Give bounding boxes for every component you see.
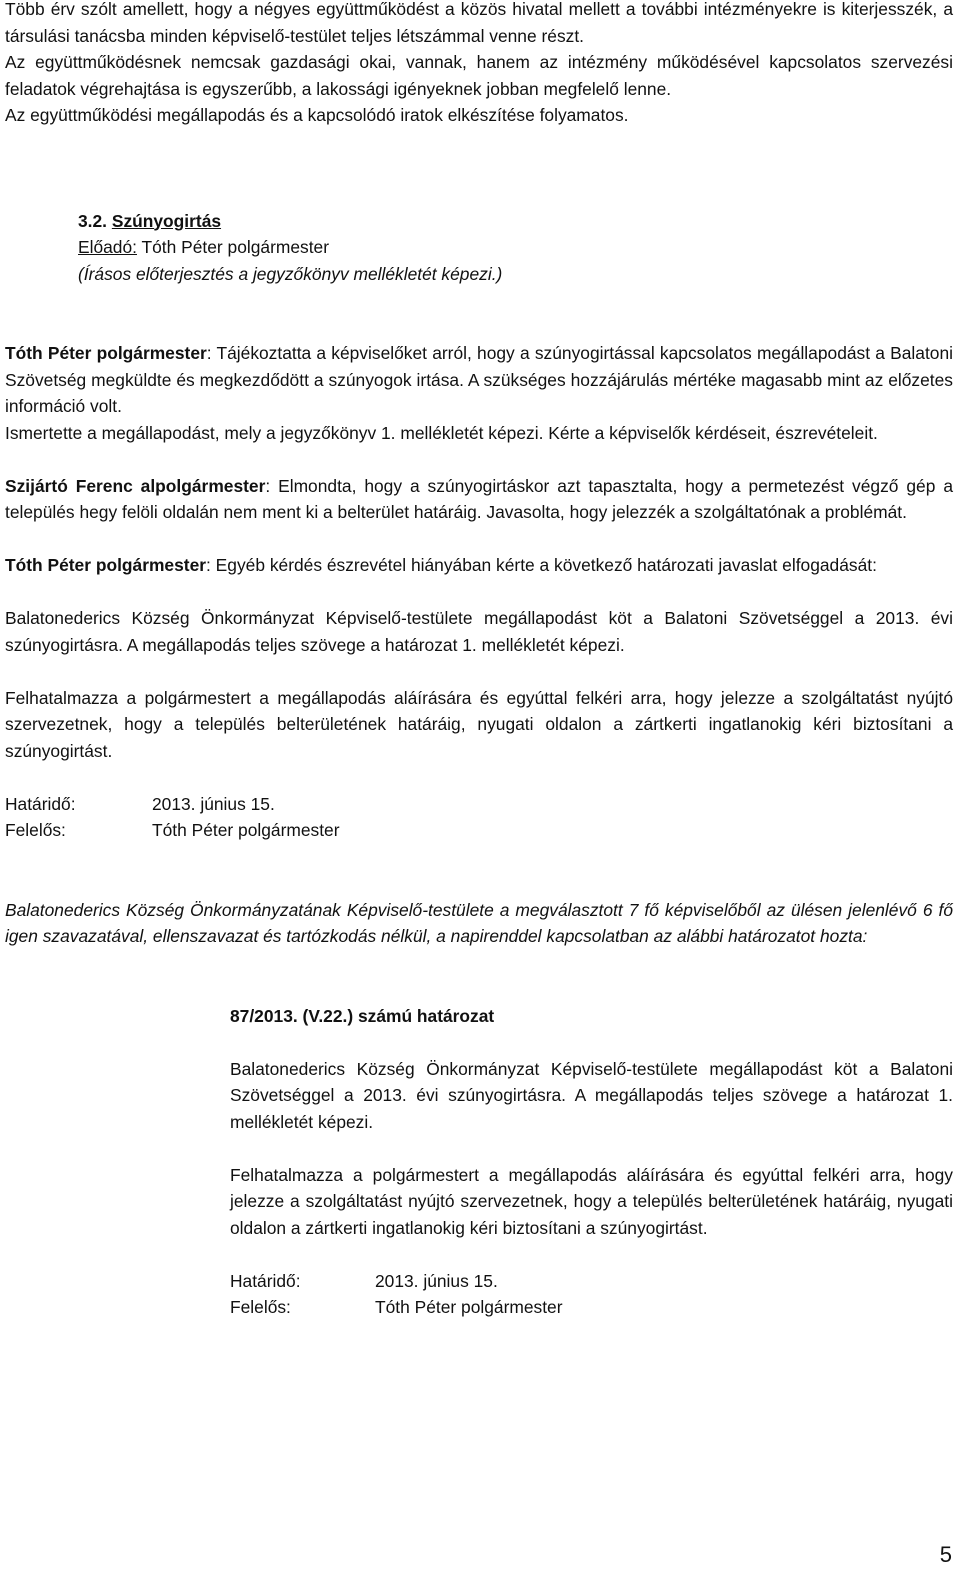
proposal-paragraph-2: Felhatalmazza a polgármestert a megállapodás aláírására és egyúttal felkéri arra, hogy jelezze a szolgáltatást nyújtó szervezetnek, hogy a település belterületének határáig, nyugati oldalon a zártkerti ingatlanokig kéri biztosítani a szúnyogirtást. bbox=[5, 687, 953, 761]
resolution-responsible bbox=[230, 1294, 953, 1321]
section-title bbox=[78, 208, 953, 235]
speech-text: : Tájékoztatta a képviselőket arról, hogy a szúnyogirtással kapcsolatos megállapodást a Balatoni Szövetség megküldte és megkezdődött a szúnyogok irtása. A szükséges hozzájárulás mértéke magasabb mint az előzetes információ volt. bbox=[5, 343, 953, 416]
deadline-value: 2013. június 15. bbox=[152, 793, 275, 814]
speech-1 bbox=[5, 340, 953, 420]
presenter-label: Előadó: bbox=[78, 237, 137, 257]
speaker-name: Tóth Péter polgármester bbox=[5, 555, 207, 575]
deadline-label: Határidő: bbox=[5, 793, 76, 814]
intro-paragraph-1: Több érv szólt amellett, hogy a négyes együttműködést a közös hivatal mellett a további intézményekre is kiterjesszék, a társulási tanácsba minden képviselő-testület teljes létszámmal venne részt. bbox=[5, 0, 953, 46]
proposal-paragraph-1: Balatonederics Község Önkormányzat Képviselő-testülete megállapodást köt a Balatoni Szövetséggel a 2013. évi szúnyogirtásra. A megállapodás teljes szövege a határozat 1. mellékletét képezi. bbox=[5, 608, 953, 655]
section-header bbox=[78, 208, 953, 288]
document-page bbox=[5, 0, 953, 1321]
intro-paragraph-3: Az együttműködési megállapodás és a kapcsolódó iratok elkészítése folyamatos. bbox=[5, 105, 629, 125]
resolution-paragraph-2: Felhatalmazza a polgármestert a megállapodás aláírására és egyúttal felkéri arra, hogy jelezze a szolgáltatást nyújtó szervezetnek, hogy a település belterületének határáig, nyugati oldalon a zártkerti ingatlanokig kéri biztosítani a szúnyogirtást. bbox=[230, 1164, 953, 1238]
responsible-value: Tóth Péter polgármester bbox=[375, 1297, 563, 1317]
resolution-block bbox=[230, 1003, 953, 1321]
section-title-text: Szúnyogirtás bbox=[111, 210, 222, 231]
deadline-label: Határidő: bbox=[230, 1270, 301, 1291]
speech-text: : Elmondta, hogy a szúnyogirtáskor azt tapasztalta, hogy a permetezést végző gép a település hegy felöli oldalán nem ment ki a belterület határáig. Javasolta, hogy jelezzék a szolgáltatónak a problémát. bbox=[5, 475, 953, 522]
vote-statement: Balatonederics Község Önkormányzatának Képviselő-testülete a megválasztott 7 fő képviselőből az ülésen jelenlévő 6 fő igen szavazatával, ellenszavazat és tartózkodás nélkül, a napirenddel kapcsolatban az alábbi határozatot hozta: bbox=[5, 899, 953, 946]
section-presenter bbox=[78, 234, 953, 261]
resolution-paragraph-1: Balatonederics Község Önkormányzat Képviselő-testülete megállapodást köt a Balatoni Szövetséggel a 2013. évi szúnyogirtásra. A megállapodás teljes szövege a határozat 1. mellékletét képezi. bbox=[230, 1058, 953, 1132]
intro-paragraph-2: Az együttműködésnek nemcsak gazdasági okai, vannak, hanem az intézmény működésével kapcsolatos szervezési feladatok végrehajtása is egyszerűbb, a lakossági igényeknek jobban megfelelő lenne. bbox=[5, 52, 953, 99]
speech-text: : Egyéb kérdés észrevétel hiányában kérte a következő határozati javaslat elfogadását: bbox=[206, 555, 877, 575]
presenter-name: Tóth Péter polgármester bbox=[136, 237, 330, 257]
resolution-title: 87/2013. (V.22.) számú határozat bbox=[230, 1005, 495, 1026]
section-number: 3.2. bbox=[78, 210, 112, 231]
resolution-deadline bbox=[230, 1268, 953, 1295]
responsible-value: Tóth Péter polgármester bbox=[152, 820, 340, 840]
responsible-label: Felelős: bbox=[5, 820, 66, 840]
responsible-label: Felelős: bbox=[230, 1297, 291, 1317]
proposal-responsible bbox=[5, 817, 953, 844]
speech-3 bbox=[5, 552, 953, 579]
speaker-name: Szijártó Ferenc alpolgármester bbox=[5, 475, 266, 496]
speech-2 bbox=[5, 473, 953, 526]
speech-1-continued: Ismertette a megállapodást, mely a jegyzőkönyv 1. mellékletét képezi. Kérte a képviselők kérdéseit, észrevételeit. bbox=[5, 422, 878, 443]
section-note: (Írásos előterjesztés a jegyzőkönyv mellékletét képezi.) bbox=[78, 263, 503, 284]
speaker-name: Tóth Péter polgármester bbox=[5, 343, 207, 363]
page-number: 5 bbox=[939, 1542, 952, 1567]
proposal-deadline bbox=[5, 791, 953, 818]
deadline-value: 2013. június 15. bbox=[375, 1270, 498, 1291]
